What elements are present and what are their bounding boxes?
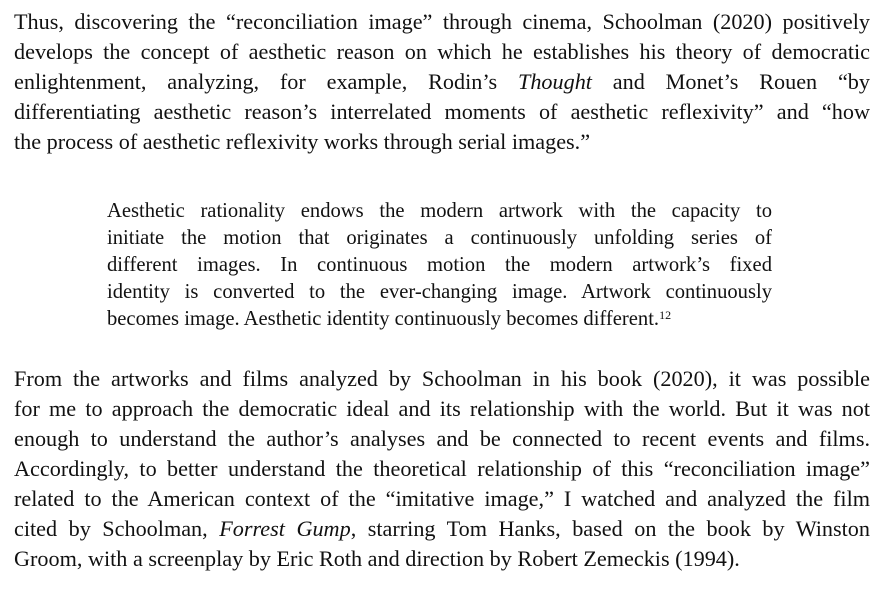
text-line: develops the concept of aesthetic reason on which he establishes his theory of democratic [14,39,870,64]
text-segment: enlightenment, analyzing, for example, Rodin’s [14,69,518,94]
text-line [14,67,870,97]
quote-text: becomes image. Aesthetic identity continuously becomes different. [107,308,660,330]
footnote-marker[interactable]: 12 [659,308,672,322]
text-line: the process of aesthetic reflexivity works through serial images.” [14,129,591,154]
text-line: From the artworks and films analyzed by Schoolman in his book (2020), it was possible [14,366,870,391]
quote-line: different images. In continuous motion the modern artwork’s fixed [107,254,772,276]
text-segment: cited by Schoolman, [14,516,220,541]
text-line [14,514,870,544]
quote-line: initiate the motion that originates a continuously unfolding series of [107,227,772,249]
text-segment: and Monet’s Rouen “by [591,69,870,94]
text-line: for me to approach the democratic ideal and its relationship with the world. But it was not [14,396,870,421]
text-line: related to the American context of the “imitative image,” I watched and analyzed the film [14,486,870,511]
italic-title-forrest-gump: Forrest Gump [219,516,351,541]
quote-line: Aesthetic rationality endows the modern artwork with the capacity to [107,200,772,222]
text-line: Thus, discovering the “reconciliation image” through cinema, Schoolman (2020) positively [14,9,870,34]
paragraph-forrest-gump [14,364,870,574]
text-line: Accordingly, to better understand the theoretical relationship of this “reconciliation image” [14,456,870,481]
text-segment: , starring Tom Hanks, based on the book by Winston [350,516,870,541]
block-quote [107,198,772,333]
text-line: Groom, with a screenplay by Eric Roth and direction by Robert Zemeckis (1994). [14,546,740,571]
quote-line [107,306,772,333]
paragraph-reconciliation-image [14,7,870,157]
text-line: differentiating aesthetic reason’s interrelated moments of aesthetic reflexivity” and “how [14,99,870,124]
italic-title-thought: Thought [518,69,592,94]
text-line: enough to understand the author’s analyses and be connected to recent events and films. [14,426,870,451]
quote-line: identity is converted to the ever-changing image. Artwork continuously [107,281,772,303]
